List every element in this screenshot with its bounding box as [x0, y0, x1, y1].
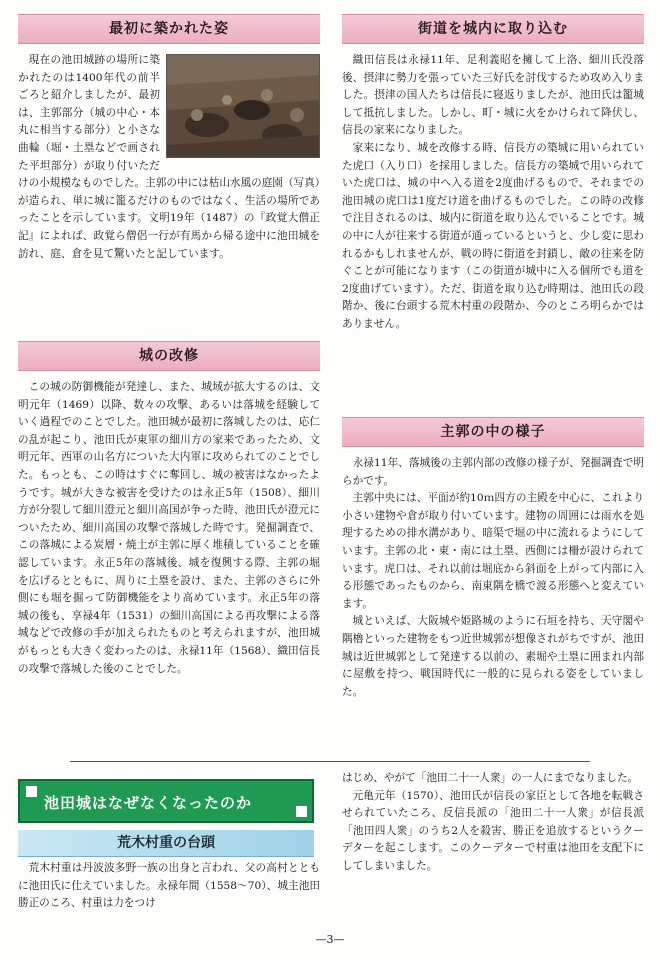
section-text-1: 永禄11年、落城後の主郭内部の改修の様子が、発掘調査で明らかです。: [342, 457, 644, 487]
section-text-1: 織田信長は永禄11年、足利義昭を擁して上洛、細川氏没落後、摂津に勢力を張っていた三好氏を討伐するため攻め入りました。摂津の国人たちは信長に寝返りましたが、池田氏は籠城して抵抗しました。しかし、町・城に火をかけられて降伏し、信長の家来になりました。: [342, 54, 644, 137]
section-main-enclosure: [342, 417, 644, 701]
section-text-3: 城といえば、大阪城や姫路城のように石垣を持ち、天守閣や隅櫓といった建物をもつ近世城郭が想像されがちですが、池田城は近世城郭として発達する以前の、素堀や土塁に囲まれ内部に屋敷を持つ、戦国時代に一般的に見られる姿をしていました。: [342, 615, 644, 698]
section-text: 荒木村重は丹波波多野一族の出身と言われ、父の高村とともに池田氏に仕えていました。永禄年間（1558〜70）、城主池田勝正のころ、村重は力をつけ: [18, 862, 320, 910]
square-icon: [26, 786, 37, 797]
section-divider: [70, 761, 590, 762]
square-icon: [296, 806, 307, 817]
section-title: 最初に築かれた姿: [18, 14, 320, 44]
section-araki: [18, 860, 320, 913]
section-text: 現在の池田城跡の場所に築かれたのは1400年代の前半ごろと紹介しましたが、最初は、主郭部分（城の中心・本丸に相当する部分）と小さな曲輪（堀・土塁などで画された平坦部分）が取り付いただけの小規模なものでした。主郭の中には枯山水風の庭園（写真）が造られ、単に城に籠るだけのものではなく、生活の場所であったことを示しています。文明19年（1487）の『政覚大僧正記』によれば、政覚ら僧侶一行が有馬から帰る途中に池田城を訪れ、庭、倉を見て驚いたと記しています。: [18, 54, 320, 260]
chapter-title: 池田城はなぜなくなったのか: [44, 794, 253, 812]
section-text-2: 家来になり、城を改修する時、信長方の築城に用いられていた虎口（入り口）を採用しました。信長方の築城で用いられていた虎口は、城の中へ入る道を2度曲げるもので、それまでの池田城の虎口は1度だけ道を曲げるものでした。この時の改修で注目されるのは、城内に街道を取り込んでいることです。城の中に人が往来する街道が通っているというと、少し変に思われるかもしれませんが、戦の時に街道を封鎖し、敵の往来を防ぐことが可能になります（この街道が城中に入る個所でも道を2度曲げています）。ただ、街道を取り込む時期は、池田氏の段階か、後に台頭する荒木村重の段階か、今のところ明らかではありません。: [342, 141, 644, 330]
section-text-1: はじめ、やがて「池田二十一人衆」の一人にまでなりました。: [342, 772, 639, 784]
section-title-araki: 荒木村重の台頭: [18, 830, 314, 857]
section-highway: [342, 14, 644, 334]
section-text-2: 主郭中央には、平面が約10ｍ四方の主殿を中心に、これより小さい建物や倉が取り付いています。建物の周囲には雨水を処理するための排水溝があり、暗渠で堀の中に流れるようにしています。主郭の北・東・南には土塁、西側には柵が設けられています。虎口は、それ以前は堀底から斜面を上がって内部に入る形態であったものから、南東隅を橋で渡る形態へと変えています。: [342, 492, 644, 610]
page-number: —3—: [315, 933, 345, 946]
section-title: 城の改修: [18, 341, 320, 371]
section-text-2: 元亀元年（1570）、池田氏が信長の家臣として各地を転戦させられていたころ、反信長派の「池田二十一人衆」が信長派「池田四人衆」のうち2人を殺害、勝正を追放するというクーデターを起こします。このクーデターで村重は池田を支配下にしてしまいました。: [342, 789, 644, 872]
section-text: この城の防御機能が発達し、また、城域が拡大するのは、文明元年（1469）以降、数々の攻撃、あるいは落城を経験していく過程でのことでした。池田城が最初に落城したのは、応仁の乱が起こり、池田氏が東軍の細川方の家来であったため、文明元年、西軍の山名方についた大内軍に攻められてのことでした。もっとも、この時はすぐに奪回し、城の被害はなかったようです。城が大きな被害を受けたのは永正5年（1508）、細川方が分裂して細川澄元と細川高国が争った時、池田氏が澄元についたため、細川高国の攻撃で落城した時です。発掘調査で、この落城による炭層・焼土が主郭に厚く堆積していることを確認しています。永正5年の落城後、城を復興する際、主郭の堀を広げるとともに、周りに土塁を設け、また、主郭のさらに外側にも堀を掘って防御機能をより高めています。永正5年の落城の後も、享禄4年（1531）の細川高国による再攻撃による落城などで改修の手が加えられたものと考えられますが、池田城がもっとも大きく変わったのは、永禄11年（1568）、織田信長の攻撃で落城した後のことでした。: [18, 381, 320, 675]
section-title: 主郭の中の様子: [342, 417, 644, 447]
section-first-built: [18, 14, 320, 263]
section-araki-continued: [342, 770, 644, 876]
garden-photo-image: [167, 55, 319, 157]
section-renovation: [18, 341, 320, 678]
garden-photo: [166, 54, 320, 158]
section-title: 街道を城内に取り込む: [342, 14, 644, 44]
chapter-banner: [18, 779, 314, 823]
